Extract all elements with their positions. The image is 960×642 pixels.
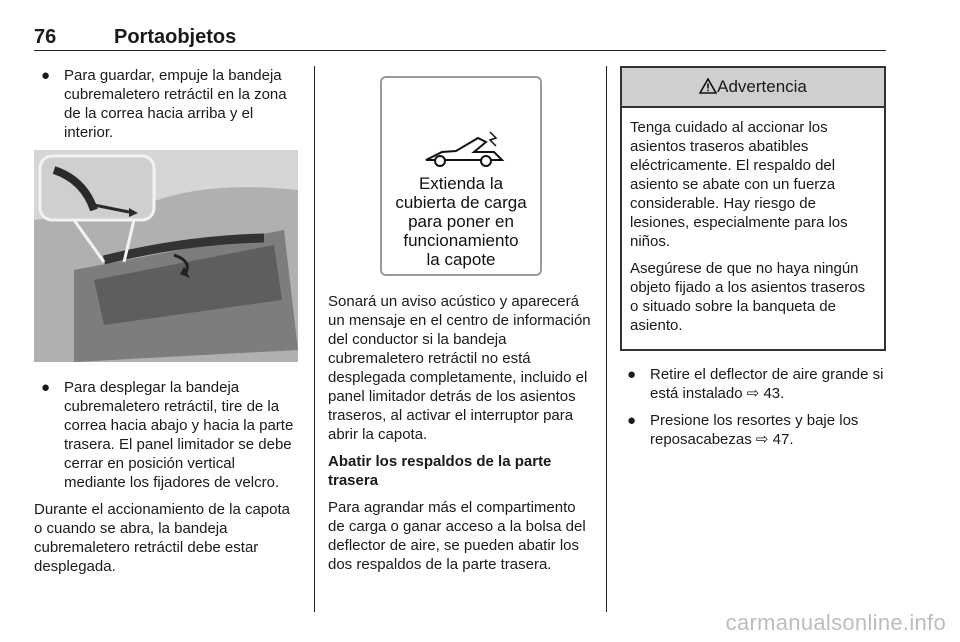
column-2	[328, 66, 592, 582]
chapter-title: Portaobjetos	[114, 26, 237, 48]
warning-header	[622, 68, 884, 108]
warning-body	[622, 108, 884, 349]
bullet-text: Para guardar, empuje la bandeja cubremaletero retráctil en la zona de la correa hacia arriba y el interior.	[64, 67, 287, 141]
warning-paragraph: Tenga cuidado al accionar los asientos traseros abatibles eléctricamente. El respaldo del asiento se abate con un fuerza considerable. Hay riesgo de lesiones, especialmente para los niños.	[630, 119, 848, 250]
bullet-text: Presione los resortes y baje los reposacabezas ⇨ 47.	[650, 412, 859, 448]
bullet-dot: ●	[41, 379, 51, 396]
bullet-item	[620, 411, 886, 449]
display-line: para poner en	[408, 212, 514, 231]
display-line: la capote	[426, 250, 496, 269]
column-divider-1	[314, 66, 315, 612]
column-divider-2	[606, 66, 607, 612]
warning-triangle-icon	[699, 78, 717, 94]
body-paragraph: Durante el accionamiento de la capota o cuando se abra, la bandeja cubremaletero retráctil debe estar desplegada.	[34, 501, 290, 575]
bullet-text: Para desplegar la bandeja cubremaletero retráctil, tire de la correa hacia abajo y hacia la parte trasera. El panel limitador se debe cerrar en posición vertical mediante los fijadores de velcro.	[64, 379, 294, 491]
warning-title: Advertencia	[717, 77, 807, 96]
body-paragraph: Sonará un aviso acústico y aparecerá un mensaje en el centro de información del conductor si la bandeja cubremaletero retráctil no está desplegada completamente, incluido el panel limitador detrás de los asientos traseros, al activar el interruptor para abrir la capota.	[328, 293, 591, 443]
bullet-text: Retire el deflector de aire grande si está instalado ⇨ 43.	[650, 366, 884, 402]
bullet-item	[34, 66, 298, 142]
page-header	[34, 26, 886, 52]
watermark: carmanualsonline.info	[725, 610, 946, 635]
trunk-illustration	[34, 150, 298, 362]
display-line: cubierta de carga	[395, 193, 527, 212]
column-3	[620, 66, 886, 457]
display-message	[382, 174, 540, 269]
body-paragraph: Para agrandar más el compartimento de carga o ganar acceso a la bolsa del deflector de aire, se pueden abatir los dos respaldos de la parte trasera.	[328, 499, 586, 573]
warning-box	[620, 66, 886, 351]
bullet-item	[34, 378, 298, 492]
display-panel	[380, 76, 542, 276]
display-line: funcionamiento	[403, 231, 519, 250]
warning-paragraph: Asegúrese de que no haya ningún objeto fijado a los asientos traseros o situado sobre la banqueta de asiento.	[630, 260, 866, 334]
bullet-dot: ●	[41, 67, 51, 84]
display-message-figure	[328, 68, 596, 278]
bullet-item	[620, 365, 886, 403]
bullet-dot: ●	[627, 366, 637, 383]
column-1	[34, 66, 298, 584]
bullet-dot: ●	[627, 412, 637, 429]
trunk-photo	[34, 150, 298, 362]
section-heading: Abatir los respaldos de la parte trasera	[328, 453, 552, 489]
header-rule	[34, 50, 886, 51]
page-number: 76	[34, 26, 57, 48]
display-line: Extienda la	[418, 174, 504, 193]
